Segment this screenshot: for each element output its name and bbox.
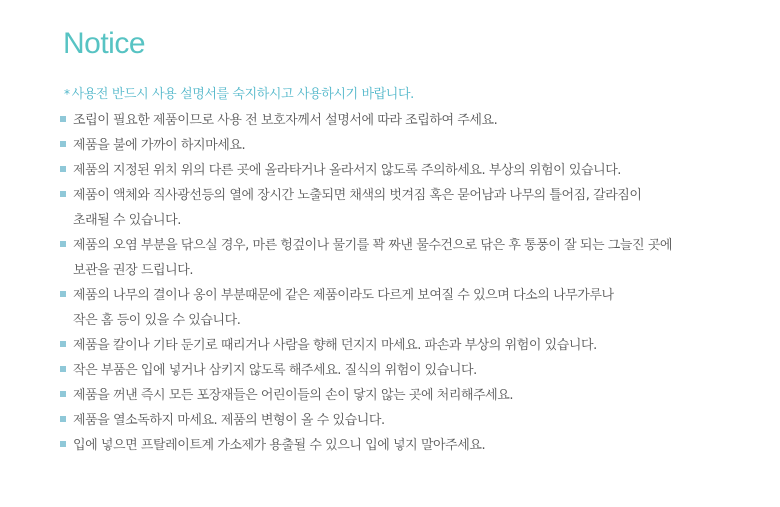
square-bullet-icon: [60, 366, 66, 372]
notice-item-text: 제품을 칼이나 기타 둔기로 때리거나 사람을 향해 던지지 마세요. 파손과 부상의 위험이 있습니다.: [73, 338, 597, 353]
notice-item-text: 제품의 나무의 결이나 옹이 부분때문에 같은 제품이라도 다르게 보여질 수 있으며 다소의 나무가루나: [73, 288, 614, 303]
notice-item-text: 작은 부품은 입에 넣거나 삼키지 않도록 해주세요. 질식의 위험이 있습니다.: [73, 363, 477, 378]
asterisk-mark: *: [64, 87, 70, 101]
notice-item-text-continued: 작은 홈 등이 있을 수 있습니다.: [73, 313, 241, 328]
notice-item-text: 제품을 꺼낸 즉시 모든 포장재들은 어린이들의 손이 닿지 않는 곳에 처리해주세요.: [73, 388, 514, 403]
notice-item: [60, 233, 760, 283]
notice-item: [60, 333, 760, 358]
notice-item-text: 제품을 열소독하지 마세요. 제품의 변형이 올 수 있습니다.: [73, 413, 385, 428]
notice-item-text: 제품의 오염 부분을 닦으실 경우, 마른 헝겊이나 물기를 꽉 짜낸 물수건으로 닦은 후 통풍이 잘 되는 그늘진 곳에: [73, 238, 673, 253]
notice-item-text-continued: 초래될 수 있습니다.: [73, 213, 181, 228]
square-bullet-icon: [60, 341, 66, 347]
notice-item: [60, 433, 760, 458]
notice-item: [60, 383, 760, 408]
notice-item: [60, 358, 760, 383]
square-bullet-icon: [60, 391, 66, 397]
notice-item: [60, 408, 760, 433]
notice-title: Notice: [63, 27, 146, 60]
square-bullet-icon: [60, 291, 66, 297]
notice-item: [60, 158, 760, 183]
notice-list: [60, 108, 760, 458]
notice-item-text: 제품이 액체와 직사광선등의 열에 장시간 노출되면 채색의 벗겨짐 혹은 묻어남과 나무의 틀어짐, 갈라짐이: [73, 188, 642, 203]
notice-item-text: 제품을 불에 가까이 하지마세요.: [73, 138, 246, 153]
square-bullet-icon: [60, 166, 66, 172]
notice-item: [60, 108, 760, 133]
notice-item-text-continued: 보관을 권장 드립니다.: [73, 263, 194, 278]
square-bullet-icon: [60, 141, 66, 147]
square-bullet-icon: [60, 241, 66, 247]
usage-warning: [64, 85, 414, 104]
notice-item-text: 입에 넣으면 프탈레이트계 가소제가 용출될 수 있으니 입에 넣지 말아주세요.: [73, 438, 486, 453]
notice-item: [60, 283, 760, 333]
notice-item-text: 조립이 필요한 제품이므로 사용 전 보호자께서 설명서에 따라 조립하여 주세요.: [73, 113, 498, 128]
notice-item: [60, 133, 760, 158]
square-bullet-icon: [60, 116, 66, 122]
square-bullet-icon: [60, 191, 66, 197]
notice-item-text: 제품의 지정된 위치 위의 다른 곳에 올라타거나 올라서지 않도록 주의하세요. 부상의 위험이 있습니다.: [73, 163, 621, 178]
square-bullet-icon: [60, 441, 66, 447]
notice-item: [60, 183, 760, 233]
square-bullet-icon: [60, 416, 66, 422]
usage-warning-text: 사용전 반드시 사용 설명서를 숙지하시고 사용하시기 바랍니다.: [71, 87, 414, 102]
